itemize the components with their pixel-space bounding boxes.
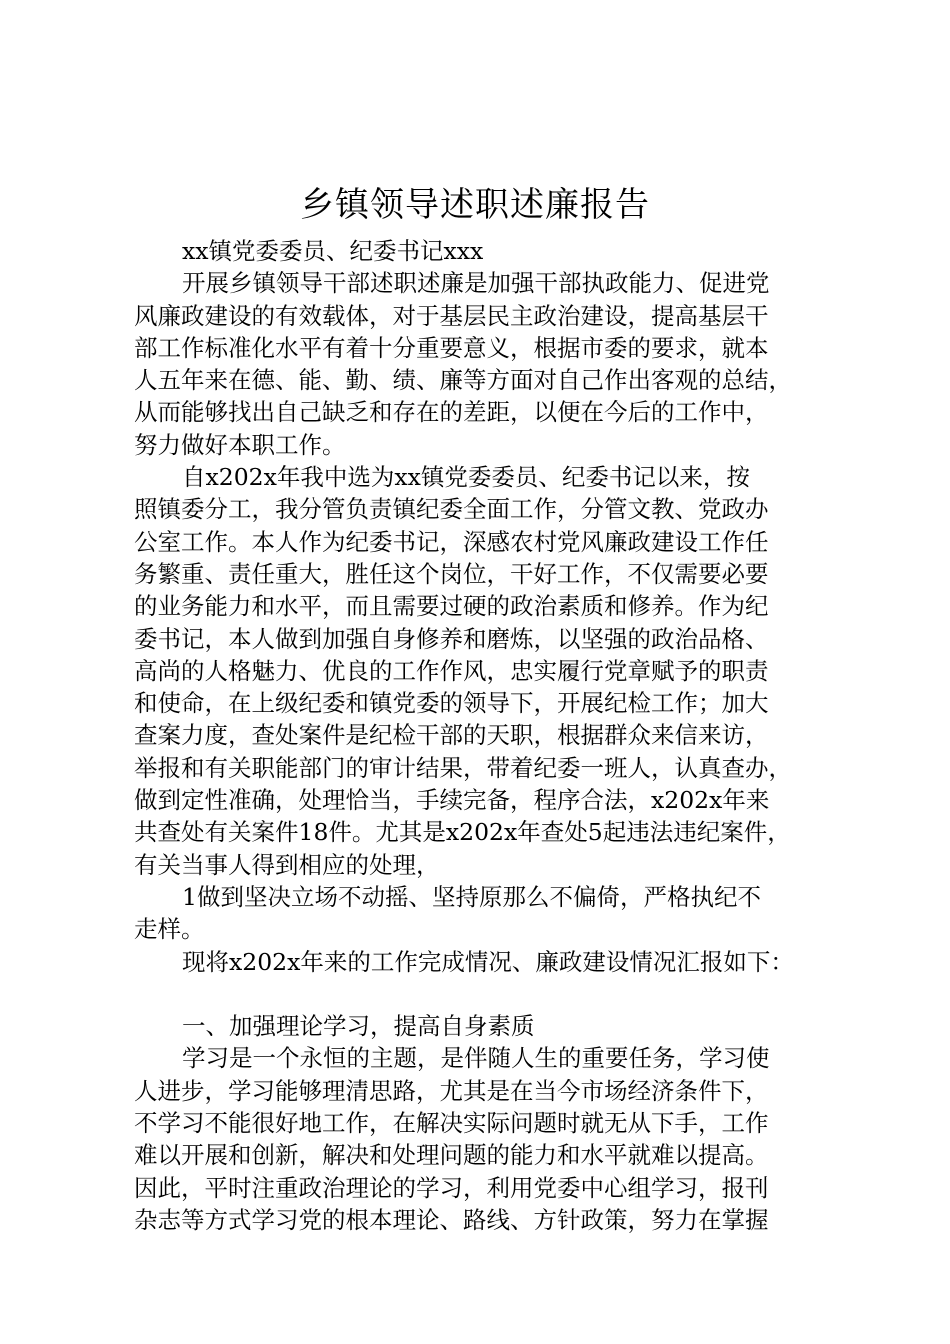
paragraph-line: 因此，平时注重政治理论的学习，利用党委中心组学习，报刊 (134, 1173, 769, 1202)
paragraph-line: 有关当事人得到相应的处理， (134, 850, 440, 879)
paragraph-line: 和使命，在上级纪委和镇党委的领导下，开展纪检工作；加大 (134, 689, 769, 718)
paragraph-line: 开展乡镇领导干部述职述廉是加强干部执政能力、促进党 (182, 269, 770, 298)
paragraph-line: 委书记，本人做到加强自身修养和磨炼，以坚强的政治品格、 (134, 624, 769, 653)
paragraph-line: 努力做好本职工作。 (134, 430, 346, 459)
paragraph-line: 务繁重、责任重大，胜任这个岗位，干好工作，不仅需要必要 (134, 559, 769, 588)
paragraph-line: 1做到坚决立场不动摇、坚持原那么不偏倚，严格执纪不 (182, 882, 761, 911)
paragraph-line: 杂志等方式学习党的根本理论、路线、方针政策，努力在掌握 (134, 1205, 769, 1234)
document-title: 乡镇领导述职述廉报告 (300, 185, 650, 225)
paragraph-line: 高尚的人格魅力、优良的工作作风，忠实履行党章赋予的职责 (134, 656, 769, 685)
paragraph-line: 从而能够找出自己缺乏和存在的差距，以便在今后的工作中， (134, 398, 769, 427)
paragraph-line: 不学习不能很好地工作，在解决实际问题时就无从下手，工作 (134, 1109, 769, 1138)
paragraph-line: 现将x202x年来的工作完成情况、廉政建设情况汇报如下： (182, 947, 794, 976)
paragraph-line: 一、加强理论学习，提高自身素质 (182, 1012, 535, 1041)
paragraph-line: 人进步，学习能够理清思路，尤其是在当今市场经济条件下， (134, 1076, 769, 1105)
paragraph-line: 人五年来在德、能、勤、绩、廉等方面对自己作出客观的总结， (134, 366, 792, 395)
paragraph-line: 学习是一个永恒的主题，是伴随人生的重要任务，学习使 (182, 1044, 770, 1073)
paragraph-line: 的业务能力和水平，而且需要过硬的政治素质和修养。作为纪 (134, 592, 769, 621)
paragraph-line: 查案力度，查处案件是纪检干部的天职，根据群众来信来访， (134, 721, 769, 750)
paragraph-line: 举报和有关职能部门的审计结果，带着纪委一班人，认真查办， (134, 753, 792, 782)
paragraph-line: 公室工作。本人作为纪委书记，深感农村党风廉政建设工作任 (134, 527, 769, 556)
blank-line (134, 978, 854, 1010)
paragraph-line: 风廉政建设的有效载体，对于基层民主政治建设，提高基层干 (134, 301, 769, 330)
paragraph-line: 共查处有关案件18件。尤其是x202x年查处5起违法违纪案件， (134, 818, 791, 847)
paragraph-line: 照镇委分工，我分管负责镇纪委全面工作，分管文教、党政办 (134, 495, 769, 524)
paragraph-line: 自x202x年我中选为xx镇党委委员、纪委书记以来，按 (182, 463, 750, 492)
document-body (134, 235, 854, 1236)
paragraph-line: 部工作标准化水平有着十分重要意义，根据市委的要求，就本 (134, 333, 769, 362)
paragraph-line: 难以开展和创新，解决和处理问题的能力和水平就难以提高。 (134, 1141, 769, 1170)
paragraph-line: 走样。 (134, 915, 205, 944)
author-line: xx镇党委委员、纪委书记xxx (182, 237, 484, 265)
paragraph-line: 做到定性准确，处理恰当，手续完备，程序合法，x202x年来 (134, 786, 770, 815)
